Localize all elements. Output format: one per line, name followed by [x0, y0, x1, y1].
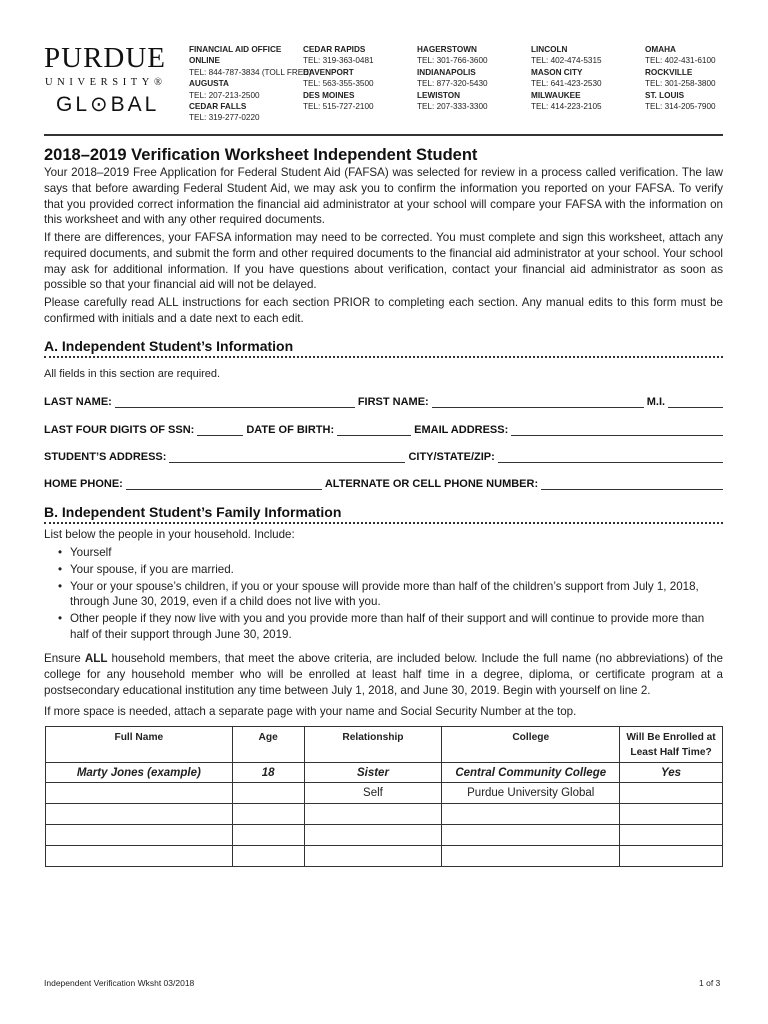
office-column-2 [303, 44, 374, 112]
office-tel: TEL: 319-277-0220 [189, 113, 260, 123]
table-header-row [46, 727, 723, 763]
ensure-emphasis: ALL [84, 652, 108, 665]
office-tel: TEL: 314-205-7900 [645, 102, 716, 112]
last-name-field[interactable] [115, 397, 355, 408]
address-row [44, 451, 723, 463]
office-name: LINCOLN [531, 45, 568, 54]
office-name: ROCKVILLE [645, 67, 693, 77]
office-tel: TEL: 402-474-5315 [531, 56, 602, 66]
mi-label: M.I. [646, 396, 666, 408]
column-header-full-name: Full Name [46, 727, 233, 763]
phone-row [44, 478, 723, 490]
office-name: OMAHA [645, 45, 676, 54]
office-name: FINANCIAL AID OFFICE [189, 45, 282, 54]
relationship-cell[interactable]: Self [304, 783, 442, 804]
home-phone-label: HOME PHONE: [44, 478, 123, 490]
office-column-5 [645, 44, 716, 112]
more-space-note: If more space is needed, attach a separate page with your name and Social Security Number at the top. [44, 705, 577, 718]
last-name-label: LAST NAME: [44, 396, 112, 408]
office-tel: TEL: 301-258-3800 [645, 79, 716, 89]
alt-phone-field[interactable] [541, 479, 723, 490]
office-name: HAGERSTOWN [417, 45, 477, 54]
intro-paragraph-2: If there are differences, your FAFSA information may need to be corrected. You must complete and sign this worksheet, attach any required documents, and submit the form and other required documents to the financial aid administrator at your school. Your school may ask for additional information. If you have questions about verification, contact your financial aid administrator as soon as possible so that your financial aid will not be delayed. [44, 231, 723, 292]
office-tel: TEL: 402-431-6100 [645, 56, 716, 66]
age-cell[interactable] [232, 804, 304, 825]
example-age: 18 [232, 763, 304, 783]
office-name: CEDAR RAPIDS [303, 45, 366, 54]
age-cell[interactable] [232, 783, 304, 804]
page-title: 2018–2019 Verification Worksheet Independent Student [44, 146, 478, 164]
office-name: INDIANAPOLIS [417, 67, 476, 77]
age-cell[interactable] [232, 825, 304, 846]
name-cell[interactable] [46, 783, 233, 804]
relationship-cell[interactable] [304, 804, 442, 825]
office-name: AUGUSTA [189, 79, 229, 89]
university-wordmark [45, 77, 167, 88]
example-relationship: Sister [304, 763, 442, 783]
office-tel: TEL: 515-727-2100 [303, 102, 374, 112]
table-row [46, 783, 723, 804]
address-field[interactable] [169, 452, 405, 463]
section-b-heading: B. Independent Student’s Family Information [44, 504, 342, 520]
household-table [45, 726, 723, 867]
column-header-college: College [442, 727, 620, 763]
half-time-cell[interactable] [620, 825, 723, 846]
office-name: MASON CITY [531, 67, 583, 77]
household-criteria-list [58, 545, 724, 643]
relationship-cell[interactable] [304, 846, 442, 867]
dob-field[interactable] [337, 425, 411, 436]
office-tel: TEL: 207-333-3300 [417, 102, 488, 112]
global-wordmark: GL⊙BAL [56, 93, 160, 116]
office-tel: TEL: 877-320-5430 [417, 79, 488, 89]
office-column-1 [189, 44, 311, 124]
email-field[interactable] [511, 425, 723, 436]
example-college: Central Community College [442, 763, 620, 783]
ssn-row [44, 424, 723, 436]
section-a-heading: A. Independent Student’s Information [44, 338, 294, 354]
list-item: • Other people if they now live with you and you provide more than half of their support and will continue to provide more than half of their support through June 30, 2019. [58, 611, 724, 643]
column-header-age: Age [232, 727, 304, 763]
address-label: STUDENT’S ADDRESS: [44, 451, 167, 463]
half-time-cell[interactable] [620, 846, 723, 867]
age-cell[interactable] [232, 846, 304, 867]
list-item: • Your or your spouse’s children, if you or your spouse will provide more than half of the children’s support from July 1, 2018, through June 30, 2019, even if a child does not live with you. [58, 579, 724, 611]
ensure-paragraph [44, 651, 723, 698]
city-label: CITY/STATE/ZIP: [408, 451, 495, 463]
office-name: ST. LOUIS [645, 90, 685, 100]
ensure-text: household members, that meet the above criteria, are included below. Include the full name (no abbreviations) of the college for any household member who will be enrolled at least half time in a degree, diploma, or certificate program at a postsecondary educational institution any time between July 1, 2018, and June 30, 2019. Begin with yourself on line 2. [44, 652, 723, 697]
column-header-relationship: Relationship [304, 727, 442, 763]
first-name-field[interactable] [432, 397, 644, 408]
office-name: DAVENPORT [303, 67, 354, 77]
college-cell[interactable]: Purdue University Global [442, 783, 620, 804]
half-time-cell[interactable] [620, 783, 723, 804]
office-tel: TEL: 414-223-2105 [531, 102, 602, 112]
section-b-lead: List below the people in your household. Include: [44, 528, 295, 541]
list-item: • Yourself [58, 545, 724, 561]
column-header-half-time: Will Be Enrolled at Least Half Time? [620, 727, 723, 763]
home-phone-field[interactable] [126, 479, 322, 490]
header-divider [44, 134, 723, 136]
intro-paragraph-1: Your 2018–2019 Free Application for Federal Student Aid (FAFSA) was selected for review in a process called verification. The law says that before awarding Federal Student Aid, we may ask you to confirm the information you reported on your FAFSA. To verify that you provided correct information the financial aid administrator at your school will compare your FAFSA with the information on this worksheet and with any other required documents. [44, 166, 723, 227]
table-row [46, 804, 723, 825]
office-tel: TEL: 844-787-3834 (TOLL FREE) [189, 67, 312, 77]
office-name: LEWISTON [417, 90, 461, 100]
ssn-label: LAST FOUR DIGITS OF SSN: [44, 424, 195, 436]
ensure-text: Ensure [44, 652, 85, 665]
office-column-4 [531, 44, 602, 112]
footer-page-number: 1 of 3 [699, 978, 721, 988]
office-name: DES MOINES [303, 90, 355, 100]
table-row [46, 846, 723, 867]
ssn-field[interactable] [197, 425, 243, 436]
name-cell[interactable] [46, 846, 233, 867]
name-cell[interactable] [46, 825, 233, 846]
office-tel: TEL: 301-766-3600 [417, 56, 488, 66]
intro-paragraph-3: Please carefully read ALL instructions for each section PRIOR to completing each section. Any manual edits to this form must be confirmed with initials and a date next to each edit. [44, 296, 723, 325]
example-row [46, 763, 723, 783]
relationship-cell[interactable] [304, 825, 442, 846]
office-name: CEDAR FALLS [189, 102, 247, 112]
office-tel: TEL: 319-363-0481 [303, 56, 374, 66]
office-tel: TEL: 563-355-3500 [303, 79, 374, 89]
university-text: UNIVERSITY [45, 77, 154, 88]
registered-mark: ® [154, 77, 167, 88]
college-cell[interactable] [442, 804, 620, 825]
city-field[interactable] [498, 452, 723, 463]
list-item: • Your spouse, if you are married. [58, 562, 724, 578]
office-tel: TEL: 207-213-2500 [189, 90, 260, 100]
alt-phone-label: ALTERNATE OR CELL PHONE NUMBER: [324, 478, 539, 490]
office-name: MILWAUKEE [531, 90, 581, 100]
office-name: ONLINE [189, 56, 220, 66]
email-label: EMAIL ADDRESS: [414, 424, 509, 436]
first-name-label: FIRST NAME: [357, 396, 429, 408]
half-time-cell[interactable] [620, 804, 723, 825]
section-a-divider [44, 356, 723, 358]
section-b-divider [44, 522, 723, 524]
office-column-3 [417, 44, 488, 112]
office-tel: TEL: 641-423-2530 [531, 79, 602, 89]
college-cell[interactable] [442, 825, 620, 846]
footer-form-id: Independent Verification Wksht 03/2018 [44, 978, 195, 988]
mi-field[interactable] [668, 397, 723, 408]
table-row [46, 825, 723, 846]
example-name: Marty Jones (example) [46, 763, 233, 783]
section-a-note: All fields in this section are required. [44, 368, 221, 380]
dob-label: DATE OF BIRTH: [246, 424, 335, 436]
example-half-time: Yes [620, 763, 723, 783]
name-cell[interactable] [46, 804, 233, 825]
purdue-logo-wordmark: PURDUE [44, 42, 167, 74]
college-cell[interactable] [442, 846, 620, 867]
name-row [44, 396, 723, 408]
